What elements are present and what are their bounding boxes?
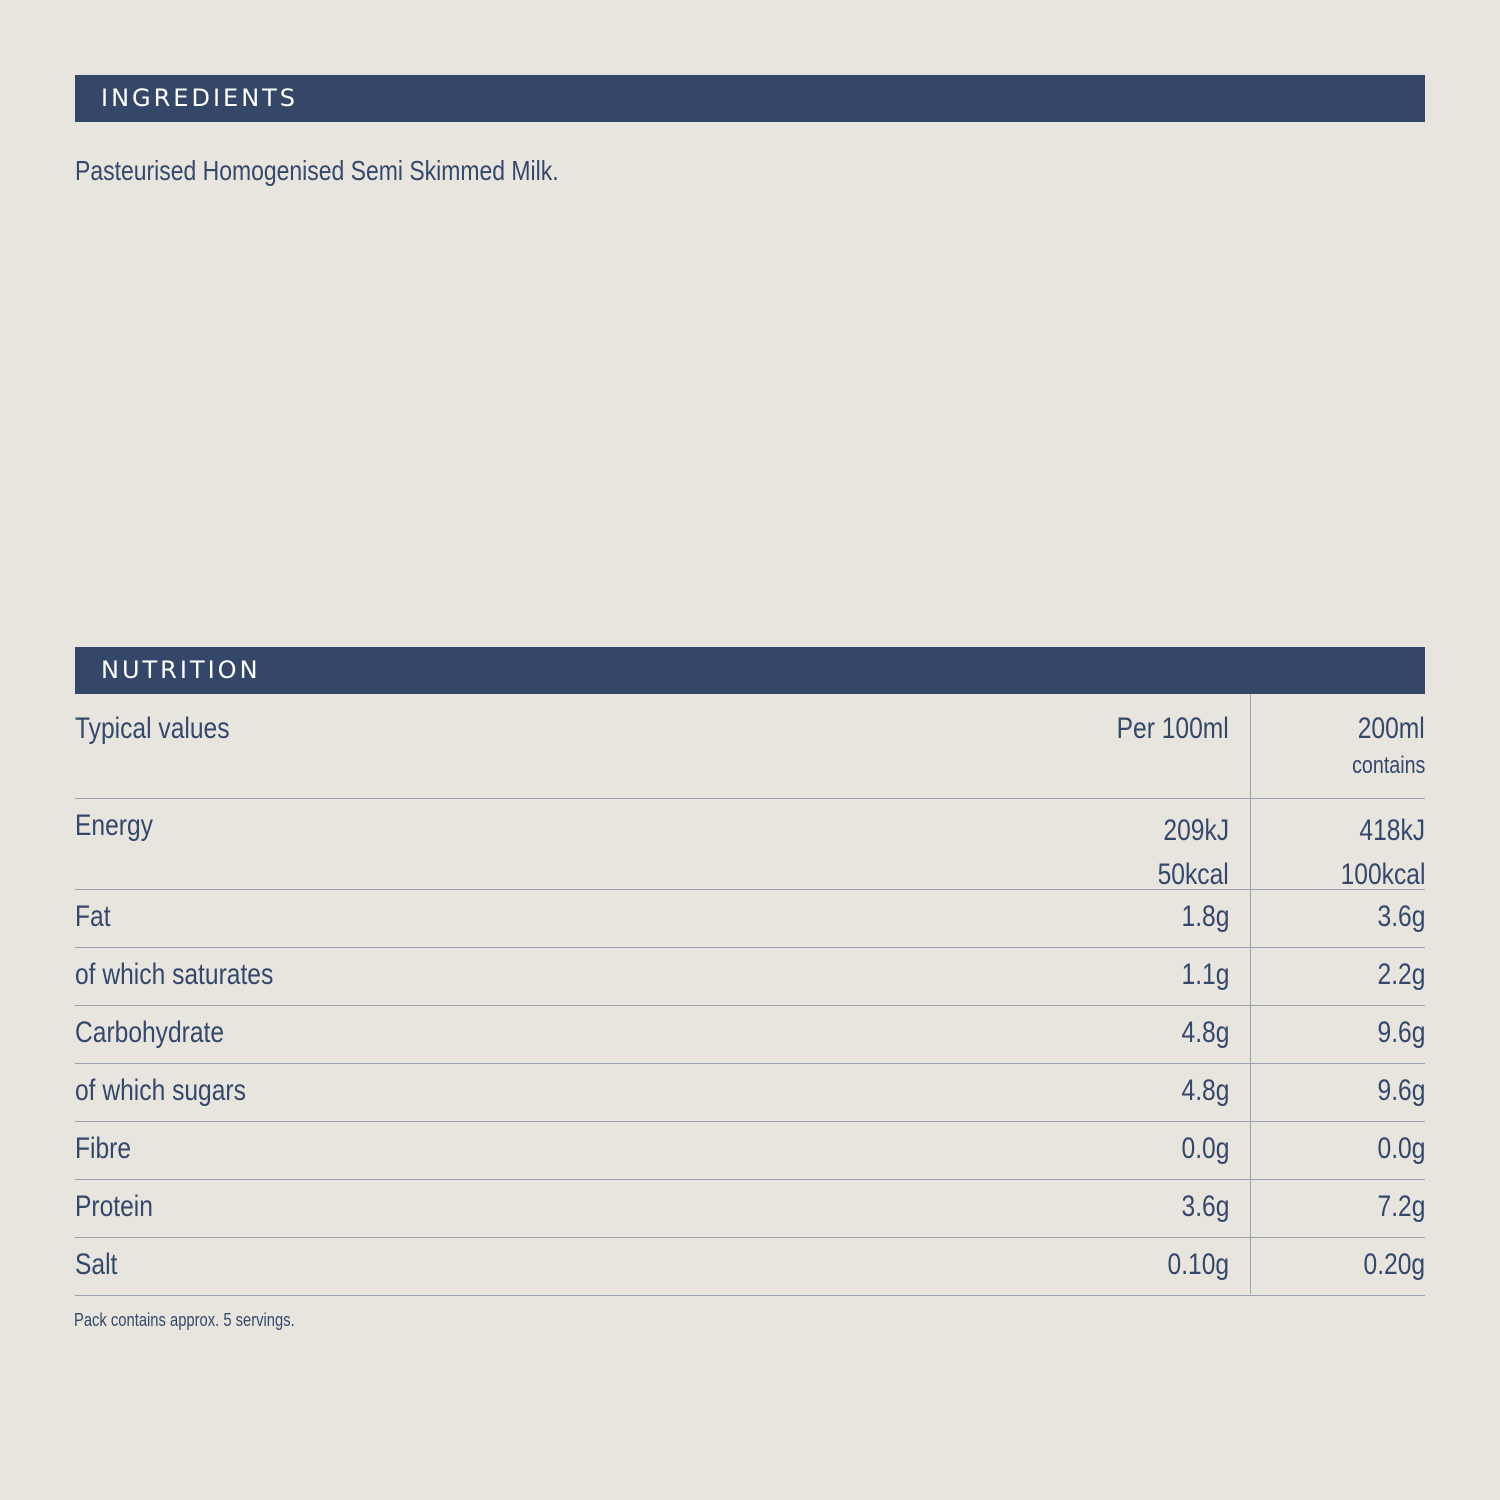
column-header-per-100ml: Per 100ml [1116,712,1229,745]
row-serving-value: 7.2g [1377,1190,1425,1223]
row-per100-value: 4.8g [1181,1074,1229,1107]
row-label: of which sugars [75,1074,246,1107]
table-row [75,799,1425,890]
row-per100-value: 209kJ 50kcal [1157,814,1229,891]
column-header-typical-values: Typical values [75,712,230,745]
row-label: Energy [75,809,153,842]
nutrition-header-label: NUTRITION [101,656,261,684]
ingredients-header-label: INGREDIENTS [101,84,299,112]
nutrition-table [75,694,1425,1296]
row-serving-value: 3.6g [1377,900,1425,933]
table-row [75,1122,1425,1180]
row-serving-value: 0.0g [1377,1132,1425,1165]
table-row [75,948,1425,1006]
ingredients-text: Pasteurised Homogenised Semi Skimmed Milk. [75,155,559,186]
ingredients-header [75,75,1425,122]
row-per100-value: 0.10g [1167,1248,1229,1281]
row-serving-value: 0.20g [1363,1248,1425,1281]
servings-footnote: Pack contains approx. 5 servings. [74,1310,295,1330]
table-row [75,890,1425,948]
table-header-row [75,694,1425,799]
row-per100-value: 4.8g [1181,1016,1229,1049]
row-serving-value: 2.2g [1377,958,1425,991]
table-row [75,1238,1425,1296]
nutrition-header [75,647,1425,694]
row-label: Fibre [75,1132,132,1165]
row-per100-value: 0.0g [1181,1132,1229,1165]
column-header-serving-sub: contains [1351,752,1425,779]
row-per100-value: 3.6g [1181,1190,1229,1223]
row-label: of which saturates [75,958,274,991]
column-header-serving: 200ml contains [1351,712,1425,779]
row-label: Protein [75,1190,153,1223]
row-serving-value: 9.6g [1377,1016,1425,1049]
row-serving-value: 418kJ 100kcal [1340,814,1425,891]
row-label: Carbohydrate [75,1016,225,1049]
row-per100-value: 1.1g [1181,958,1229,991]
row-per100-value: 1.8g [1181,900,1229,933]
table-row [75,1006,1425,1064]
table-row [75,1180,1425,1238]
row-label: Fat [75,900,111,933]
table-row [75,1064,1425,1122]
row-serving-value: 9.6g [1377,1074,1425,1107]
row-label: Salt [75,1248,118,1281]
